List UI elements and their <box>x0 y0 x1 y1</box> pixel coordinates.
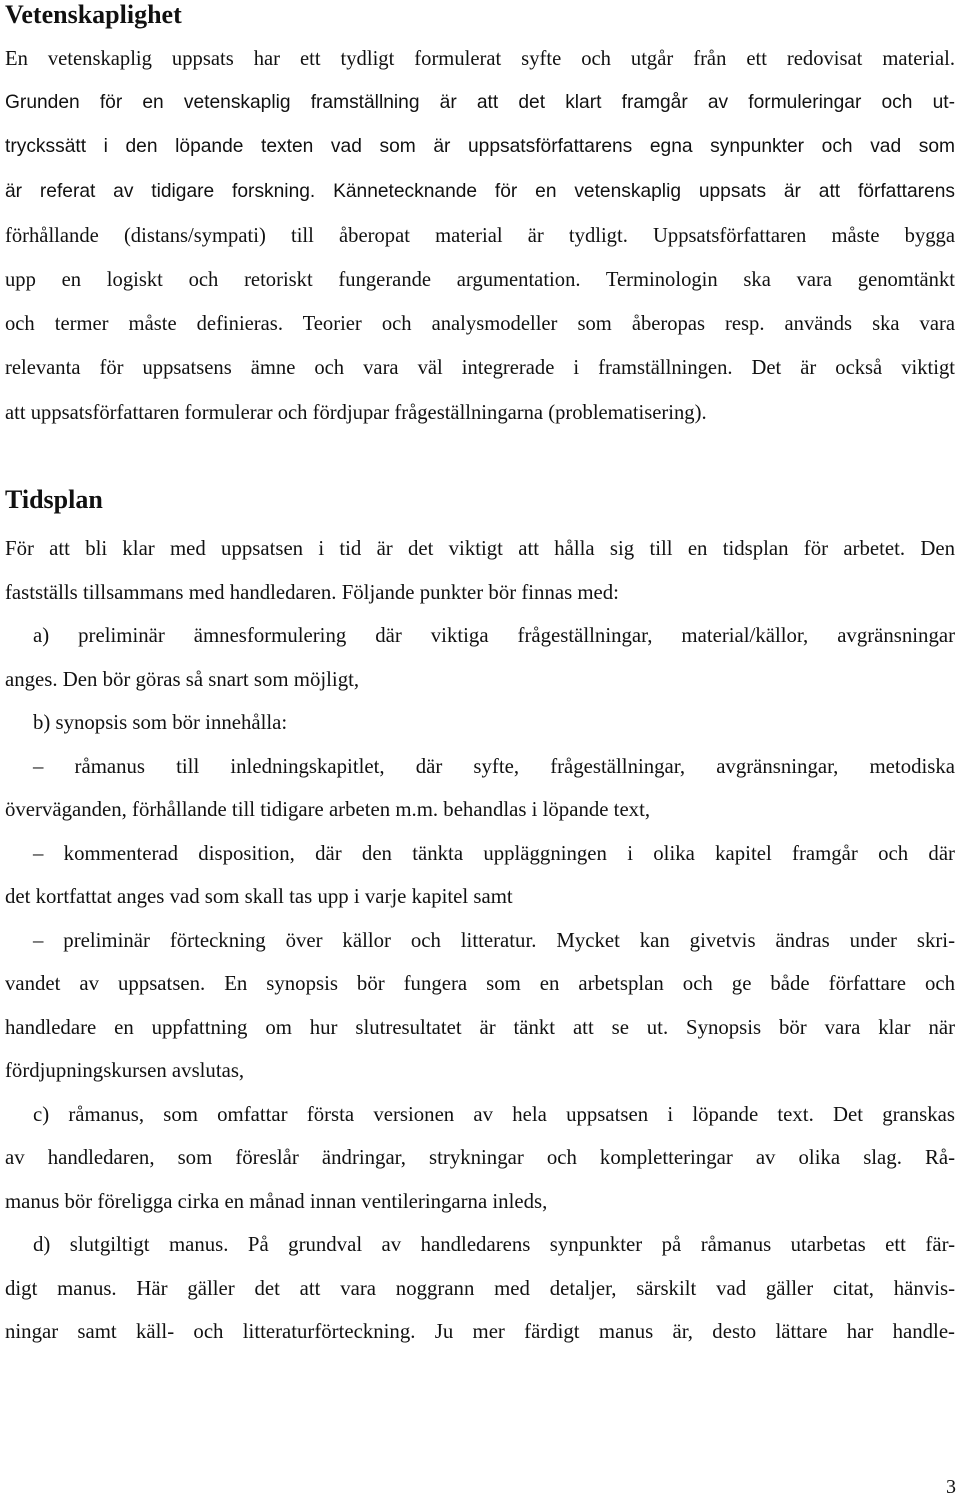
text-line: överväganden, förhållande till tidigare arbeten m.m. behandlas i löpande text, <box>5 798 651 821</box>
page-number: 3 <box>946 1476 956 1498</box>
text-line: relevanta för uppsatsens ämne och vara väl integrerade i framställningen. Det är också viktigt <box>5 357 955 380</box>
text-line: anges. Den bör göras så snart som möjligt, <box>5 667 360 691</box>
dash-item: – kommenterad disposition, där den tänkta uppläggningen i olika kapitel framgår och där <box>33 841 955 865</box>
dash-item: – råmanus till inledningskapitlet, där syfte, frågeställningar, avgränsningar, metodiska <box>33 754 955 778</box>
list-item-c: c) råmanus, som omfattar första versionen av hela uppsatsen i löpande text. Det granskas <box>33 1102 955 1126</box>
paragraph-vetenskaplighet <box>5 37 955 435</box>
text-line: fördjupningskursen avslutas, <box>5 1059 245 1082</box>
text-line: En vetenskaplig uppsats har ett tydligt formulerat syfte och utgår från ett redovisat material. <box>5 48 955 70</box>
list-item-b: b) synopsis som bör innehålla: <box>33 711 288 734</box>
list-item-d: d) slutgiltigt manus. På grundval av handledarens synpunkter på råmanus utarbetas ett fär- <box>33 1233 955 1256</box>
list-item-a: a) preliminär ämnesformulering där viktiga frågeställningar, material/källor, avgränsningar <box>33 624 955 647</box>
text-line: att uppsatsförfattaren formulerar och fördjupar frågeställningarna (problematisering). <box>5 401 707 424</box>
text-line: upp en logiskt och retoriskt fungerande argumentation. Terminologin ska vara genomtänkt <box>5 269 955 292</box>
dash-item: – preliminär förteckning över källor och litteratur. Mycket kan givetvis ändras under skri- <box>33 928 955 952</box>
text-line: förhållande (distans/sympati) till åberopat material är tydligt. Uppsatsförfattaren måste bygga <box>5 224 955 247</box>
text-line: det kortfattat anges vad som skall tas upp i varje kapitel samt <box>5 885 513 908</box>
text-line: av handledaren, som föreslår ändringar, strykningar och kompletteringar av olika slag. Rå- <box>5 1146 955 1169</box>
text-line: tryckssätt i den löpande texten vad som är uppsatsförfattarens egna synpunkter och vad som <box>5 136 955 158</box>
heading-vetenskaplighet: Vetenskaplighet <box>5 0 182 29</box>
text-line: vandet av uppsatsen. En synopsis bör fungera som en arbetsplan och ge både författare och <box>5 972 955 995</box>
text-line: digt manus. Här gäller det att vara noggrann med detaljer, särskilt vad gäller citat, hänvis- <box>5 1276 955 1300</box>
heading-tidsplan: Tidsplan <box>5 485 103 514</box>
text-line: är referat av tidigare forskning. Kännetecknande för en vetenskaplig uppsats är att författarens <box>5 180 955 202</box>
text-line: manus bör föreligga cirka en månad innan ventileringarna inleds, <box>5 1189 548 1213</box>
text-line: fastställs tillsammans med handledaren. Följande punkter bör finnas med: <box>5 580 619 604</box>
text-line: ningar samt käll- och litteraturförteckning. Ju mer färdigt manus är, desto lättare har handle- <box>5 1320 955 1343</box>
text-line: För att bli klar med uppsatsen i tid är det viktigt att hålla sig till en tidsplan för arbetet. Den <box>5 537 955 560</box>
text-line: handledare en uppfattning om hur slutresultatet är tänkt att se ut. Synopsis bör vara klar när <box>5 1015 955 1039</box>
text-line: Grunden för en vetenskaplig framställning är att det klart framgår av formuleringar och ut- <box>5 92 955 114</box>
text-line: och termer måste definieras. Teorier och analysmodeller som åberopas resp. används ska vara <box>5 313 955 336</box>
paragraph-tidsplan <box>5 527 955 1354</box>
